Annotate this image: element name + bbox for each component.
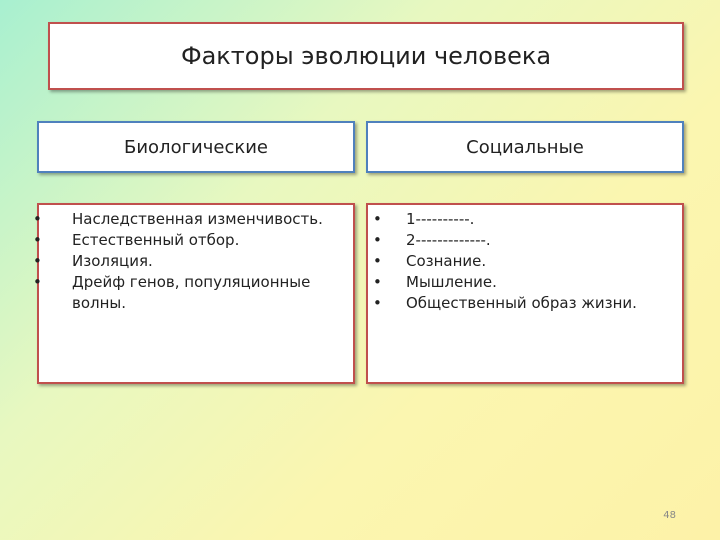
page-number: 48	[663, 510, 676, 521]
list-item: • Мышление.	[373, 273, 497, 291]
biological-factors-box	[33, 203, 355, 384]
bullet-icon: •	[33, 252, 42, 270]
bullet-icon: •	[373, 252, 382, 270]
biological-factors-list	[33, 209, 347, 314]
list-item: • Дрейф генов, популяционные волны.	[33, 273, 311, 312]
list-item: • Изоляция.	[33, 252, 153, 270]
list-item: • 2-------------.	[373, 231, 491, 249]
biological-header-box	[37, 121, 355, 173]
list-item: • 1----------.	[373, 210, 475, 228]
social-factors-box	[366, 203, 684, 384]
bullet-icon: •	[33, 273, 42, 291]
bullet-icon: •	[33, 210, 42, 228]
list-item: • Общественный образ жизни.	[373, 294, 637, 312]
title-box	[48, 22, 684, 90]
list-item: • Наследственная изменчивость.	[33, 210, 323, 228]
social-factors-list	[368, 209, 676, 314]
slide-title: Факторы эволюции человека	[180, 42, 552, 70]
list-item: • Естественный отбор.	[33, 231, 240, 249]
bullet-icon: •	[373, 294, 382, 312]
biological-header: Биологические	[124, 136, 268, 158]
bullet-icon: •	[373, 210, 382, 228]
social-header: Социальные	[466, 136, 584, 158]
bullet-icon: •	[373, 231, 382, 249]
bullet-icon: •	[33, 231, 42, 249]
list-item: • Сознание.	[373, 252, 487, 270]
bullet-icon: •	[373, 273, 382, 291]
social-header-box	[366, 121, 684, 173]
